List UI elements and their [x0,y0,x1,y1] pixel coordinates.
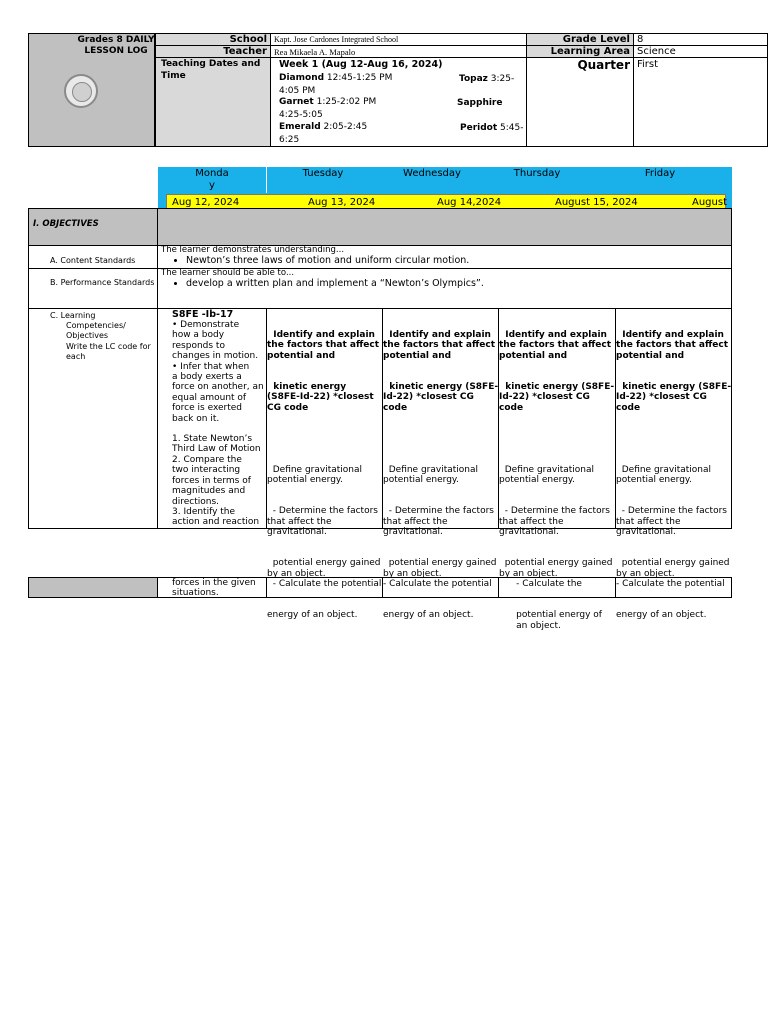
schedule-cell [270,57,527,147]
lc-monday-code: S8FE -Ib-17 [172,309,234,320]
grade-level-label: Grade Level [526,33,634,46]
content-standards-label-cell [28,245,158,269]
lc-friday-cell [615,308,732,621]
day-tuesday: Tuesday [302,168,344,179]
lc-label-4: Write the LC code for [66,342,151,351]
lc-wednesday-objective: Identify and explain the factors that affect potential and kinetic energy (S8FE- Id-22) *closest CG code [383,329,499,413]
content-standards-cell [157,245,732,269]
lc-tuesday-lines: Define gravitational potential energy. - Determine the factors that affect the gravitational. potential energy gained by an object. - Calculate the potential energy of an object. [267,464,382,621]
lc-thursday-cell [498,308,616,631]
lc-wednesday-lines: Define gravitational potential energy. - Determine the factors that affect the gravitational. potential energy gained by an object. - Calculate the potential energy of an object. [383,464,497,621]
continued-monday-line-1: forces in the given [172,578,256,588]
day-monday: Monda y [195,168,229,191]
continued-monday-line-2: situations. [172,588,219,598]
content-standards-label: A. Content Standards [50,256,136,265]
day-wednesday: Wednesday [403,168,461,179]
grades-title: Grades 8 DAILY LESSON LOG [77,35,155,56]
lc-friday-lines: Define gravitational potential energy. - Determine the factors that affect the gravitational. potential energy gained by an object. - Calculate the potential energy of an object. [616,464,730,621]
performance-standards-intro: The learner should be able to... [161,268,295,278]
lc-tuesday-cell [266,308,383,621]
lc-thursday-objective: Identify and explain the factors that affect potential and kinetic energy (S8FE- Id-22) *closest CG code [499,329,615,413]
content-standards-intro: The learner demonstrates understanding... [161,245,345,255]
day-friday: Friday [644,168,676,179]
teacher-label: Teacher [155,45,271,58]
date-thursday: August 15, 2024 [555,197,638,208]
quarter-label: Quarter [526,57,634,147]
school-label: School [155,33,271,46]
continued-monday-cell [157,577,267,598]
schedule-diamond: Diamond 12:45-1:25 PM [279,73,393,83]
grade-level-value: 8 [633,33,768,46]
lc-friday-objective: Identify and explain the factors that affect potential and kinetic energy (S8FE- Id-22) *closest CG code [616,329,732,413]
lc-monday-lines: • Demonstrate how a body responds to changes in motion. • Infer that when a body exerts a force on another, an equal amount of force is exerted back on it. 1. State Newton’s Third Law of Motion 2. Compare the two interacting forces in terms of magnitudes and directions. 3. Identify the action and reaction [172,320,264,528]
performance-standards-label-cell [28,268,158,309]
schedule-sapphire: Sapphire 4:25-5:05 [279,98,503,120]
lc-thursday-lines: Define gravitational potential energy. - Determine the factors that affect the gravitational. potential energy gained by an object. - Calculate the potential energy of an object. [499,464,613,631]
performance-standards-bullet: • develop a written plan and implement a “Newton’s Olympics”. [186,278,731,290]
date-monday: Aug 12, 2024 [172,197,240,208]
lc-monday-cell [157,308,267,529]
learning-area-value: Science [633,45,768,58]
logo-title-cell [28,33,155,147]
quarter-value: First [633,57,768,147]
lc-label-2: Competencies/ [66,321,126,330]
lc-label-1: C. Learning [50,311,96,320]
teacher-value: Rea Mikaela A. Mapalo [270,45,527,58]
lc-wednesday-cell [382,308,499,621]
day-thursday: Thursday [513,168,561,179]
objectives-title: I. OBJECTIVES [33,219,99,229]
schedule-topaz: Topaz 3:25-4:05 PM [279,74,515,96]
continued-tuesday-cell [266,577,383,598]
content-standards-bullet: • Newton’s three laws of motion and uniform circular motion. [186,255,731,267]
date-wednesday: Aug 14,2024 [437,197,502,208]
performance-standards-cell [157,268,732,309]
week-label: Week 1 (Aug 12-Aug 16, 2024) [279,59,443,70]
continued-friday-cell [615,577,732,598]
date-friday: August [692,197,727,208]
dates-label: Teaching Dates and Time [155,57,271,147]
objectives-header-row [28,208,732,246]
learning-area-label: Learning Area [526,45,634,58]
lc-label-cell [28,308,158,529]
objectives-divider [157,208,158,246]
date-tuesday: Aug 13, 2024 [308,197,376,208]
continued-thursday-cell [498,577,616,598]
school-value: Kapt. Jose Cardones Integrated School [270,33,527,46]
schedule-garnet: Garnet 1:25-2:02 PM [279,97,377,107]
lc-label-5: each [66,352,86,361]
lc-label-3: Objectives [66,331,109,340]
continued-label-cell [28,577,158,598]
schedule-peridot: Peridot 5:45-6:25 [279,123,524,145]
schedule-emerald: Emerald 2:05-2:45 [279,122,368,132]
continued-wednesday-cell [382,577,499,598]
day-divider [266,167,267,193]
performance-standards-label: B. Performance Standards [50,278,155,287]
deped-seal-icon [64,74,98,108]
lc-tuesday-objective: Identify and explain the factors that affect potential and kinetic energy (S8FE-Id-22) *closest CG code [267,329,380,413]
